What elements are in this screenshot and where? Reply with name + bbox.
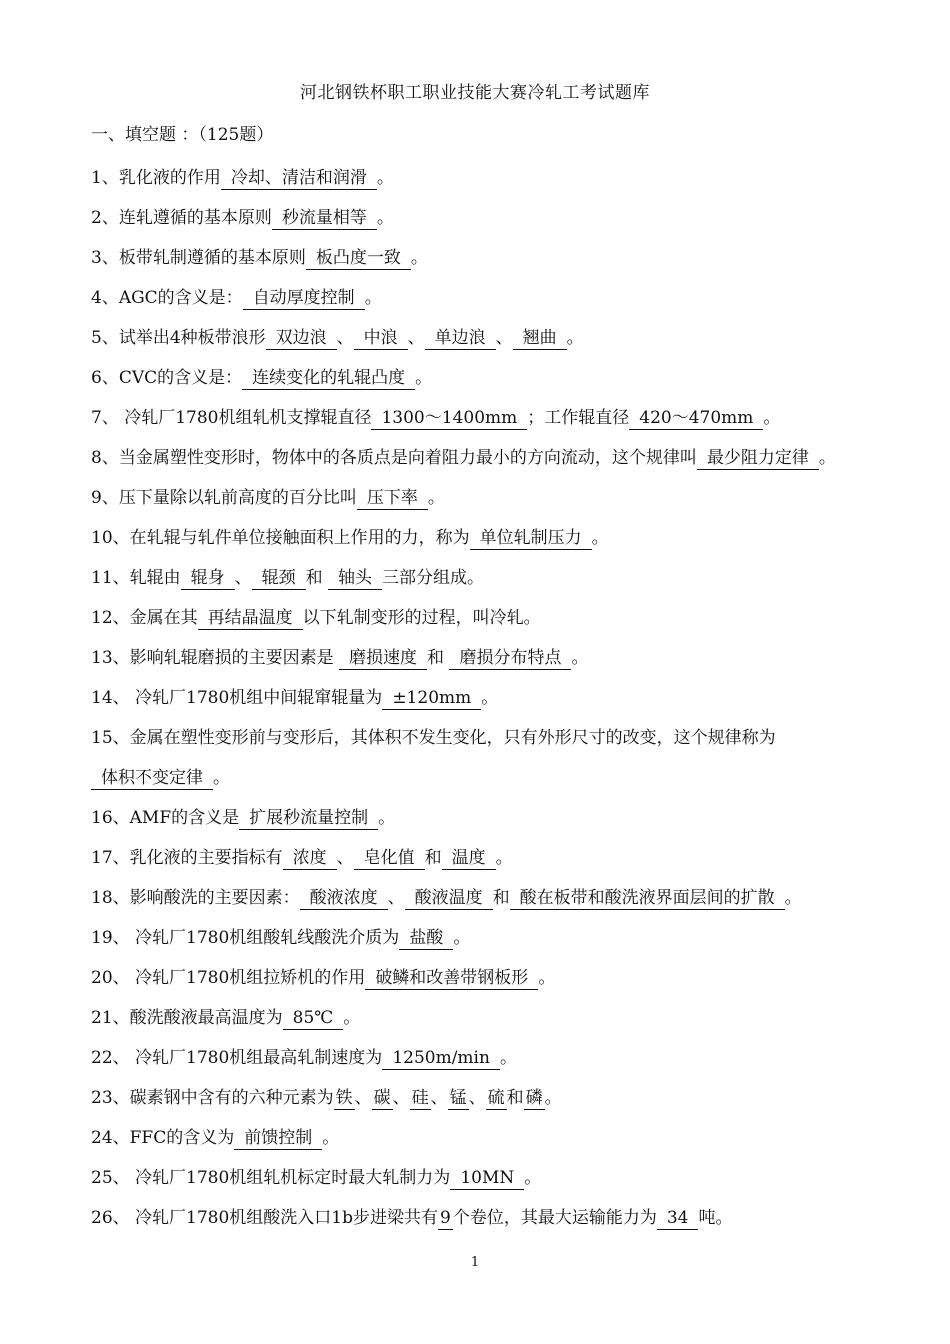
answer-blank: 破鳞和改善带钢板形 (365, 967, 538, 990)
question-text: 15、金属在塑性变形前与变形后，其体积不发生变化，只有外形尺寸的改变，这个规律称为 (91, 728, 776, 748)
question-text: 。 (427, 488, 445, 508)
question-item (91, 838, 891, 878)
answer-blank: 冷却、清洁和润滑 (221, 167, 377, 190)
answer-blank: 双边浪 (266, 327, 337, 350)
question-text: 1、乳化液的作用 (91, 168, 221, 188)
question-text: 、 (495, 328, 513, 348)
question-text: 20、 冷轧厂1780机组拉矫机的作用 (91, 968, 366, 988)
question-text: 11、轧辊由 (91, 568, 181, 588)
question-text: 26、 冷轧厂1780机组酸洗入口1b步进梁共有 (91, 1208, 438, 1228)
question-item (91, 918, 891, 958)
question-item (91, 558, 891, 598)
question-item (91, 238, 891, 278)
question-item (91, 638, 891, 678)
answer-blank: 再结晶温度 (198, 607, 303, 630)
question-text: 、 (354, 1088, 372, 1108)
question-item (91, 1158, 891, 1198)
answer-blank: 420～470mm (629, 407, 763, 430)
question-text: 和 (427, 648, 450, 668)
question-text: 18、影响酸洗的主要因素： (91, 888, 300, 908)
question-text: 。 (571, 648, 589, 668)
answer-blank: 浓度 (283, 847, 337, 870)
question-text: 17、乳化液的主要指标有 (91, 848, 283, 868)
answer-blank: 磷 (525, 1088, 543, 1108)
question-text: 吨。 (698, 1208, 733, 1228)
question-text: 14、 冷轧厂1780机组中间辊窜辊量为 (91, 688, 383, 708)
answer-blank: 自动厚度控制 (243, 287, 365, 310)
question-item (91, 358, 891, 398)
question-item (91, 478, 891, 518)
question-text: 。 (538, 968, 556, 988)
question-text: 。 (499, 1048, 517, 1068)
answer-blank: 锰 (449, 1088, 467, 1108)
question-text: 。 (524, 1168, 542, 1188)
answer-blank: 9 (440, 1208, 451, 1228)
question-text: 10、在轧辊与轧件单位接触面积上作用的力，称为 (91, 528, 470, 548)
question-text: 三部分组成。 (382, 568, 485, 588)
question-text: 12、金属在其 (91, 608, 198, 628)
question-text: 。 (495, 848, 513, 868)
question-text: 、 (392, 1088, 410, 1108)
question-item (91, 518, 891, 558)
question-item (91, 598, 891, 638)
question-text: 、 (407, 328, 425, 348)
answer-blank: 中浪 (354, 327, 408, 350)
question-text: 。 (376, 168, 394, 188)
question-text: 。 (376, 208, 394, 228)
question-text: 。 (410, 248, 428, 268)
question-item (91, 1038, 891, 1078)
question-text: 5、试举出4种板带浪形 (91, 328, 266, 348)
question-text: 。 (322, 1128, 340, 1148)
question-text: ；工作辊直径 (527, 408, 630, 428)
answer-blank: 辊颈 (252, 567, 306, 590)
answer-blank: 酸液温度 (405, 887, 493, 910)
question-text: 24、FFC的含义为 (91, 1128, 235, 1148)
answer-blank: 硫 (487, 1088, 505, 1108)
question-item (91, 278, 891, 318)
answer-blank: 单边浪 (425, 327, 496, 350)
question-text: 4、AGC的含义是： (91, 288, 243, 308)
question-list (91, 158, 891, 1238)
question-text: 、 (430, 1088, 448, 1108)
answer-blank: 酸液浓度 (300, 887, 388, 910)
question-item (91, 1118, 891, 1158)
answer-blank: 轴头 (328, 567, 382, 590)
question-text: 。 (784, 888, 802, 908)
answer-blank: 辊身 (181, 567, 235, 590)
question-text: 25、 冷轧厂1780机组轧机标定时最大轧制力为 (91, 1168, 451, 1188)
section-heading: 一、填空题 ：（125题） (91, 125, 274, 145)
question-item (91, 438, 891, 478)
question-item (91, 798, 891, 838)
question-text: 、 (336, 848, 354, 868)
answer-blank: 温度 (442, 847, 496, 870)
answer-blank: ±120mm (382, 687, 481, 710)
question-text: 22、 冷轧厂1780机组最高轧制速度为 (91, 1048, 383, 1068)
question-text: 。 (415, 368, 433, 388)
answer-blank: 1300～1400mm (371, 407, 527, 430)
question-item (91, 1078, 891, 1118)
question-item (91, 198, 891, 238)
question-text: 和 (424, 848, 442, 868)
question-text: 。 (763, 408, 781, 428)
answer-blank: 磨损分布特点 (449, 647, 571, 670)
answer-blank: 碳 (373, 1088, 391, 1108)
question-text: 以下轧制变形的过程，叫冷轧。 (302, 608, 541, 628)
question-text: 。 (343, 1008, 361, 1028)
answer-blank: 10MN (450, 1167, 524, 1190)
question-text: 和 (506, 1088, 524, 1108)
question-text: 、 (468, 1088, 486, 1108)
question-text: 、 (336, 328, 354, 348)
answer-blank: 磨损速度 (339, 647, 427, 670)
question-text: 、 (387, 888, 405, 908)
question-text: 和 (305, 568, 329, 588)
answer-blank: 34 (657, 1207, 699, 1230)
question-text: 和 (492, 888, 510, 908)
question-item (91, 158, 891, 198)
answer-blank: 秒流量相等 (272, 207, 377, 230)
document-title: 河北钢铁杯职工职业技能大赛冷轧工考试题库 (300, 83, 650, 103)
answer-blank: 1250m/min (382, 1047, 500, 1070)
answer-blank: 单位轧制压力 (470, 527, 592, 550)
question-text: 6、CVC的含义是： (91, 368, 243, 388)
question-text: 9、压下量除以轧前高度的百分比叫 (91, 488, 357, 508)
answer-blank: 压下率 (357, 487, 428, 510)
question-text: 。 (453, 928, 471, 948)
question-text: 8、当金属塑性变形时，物体中的各质点是向着阻力最小的方向流动，这个规律叫 (91, 448, 697, 468)
question-text: 19、 冷轧厂1780机组酸轧线酸洗介质为 (91, 928, 400, 948)
question-text: 。 (544, 1088, 562, 1108)
question-text: 。 (213, 768, 230, 788)
answer-blank: 连续变化的轧辊凸度 (242, 367, 415, 390)
answer-blank: 硅 (411, 1088, 429, 1108)
question-text: 21、酸洗酸液最高温度为 (91, 1008, 283, 1028)
answer-blank: 前馈控制 (234, 1127, 322, 1150)
question-text: 。 (364, 288, 382, 308)
question-text: 2、连轧遵循的基本原则 (91, 208, 272, 228)
question-text: 7、 冷轧厂1780机组轧机支撑辊直径 (91, 408, 372, 428)
question-item (91, 398, 891, 438)
question-text: 16、AMF的含义是 (91, 808, 240, 828)
question-item (91, 718, 891, 798)
answer-blank: 皂化值 (354, 847, 425, 870)
answer-blank: 酸在板带和酸洗液界面层间的扩散 (510, 887, 785, 910)
question-text: 。 (818, 448, 836, 468)
page-number: 1 (470, 1255, 480, 1270)
question-item (91, 878, 891, 918)
answer-blank: 体积不变定律 (91, 767, 213, 790)
question-text: 23、碳素钢中含有的六种元素为 (91, 1088, 334, 1108)
question-text: 。 (566, 328, 584, 348)
answer-blank: 85℃ (283, 1007, 344, 1030)
answer-blank: 盐酸 (399, 927, 453, 950)
question-text: 。 (591, 528, 609, 548)
answer-blank: 扩展秒流量控制 (239, 807, 378, 830)
question-text: 。 (378, 808, 396, 828)
question-text: 、 (234, 568, 252, 588)
answer-blank: 板凸度一致 (306, 247, 411, 270)
question-item (91, 998, 891, 1038)
question-item (91, 678, 891, 718)
question-text: 13、影响轧辊磨损的主要因素是 (91, 648, 340, 668)
question-text: 。 (481, 688, 499, 708)
answer-blank: 翘曲 (513, 327, 567, 350)
answer-blank: 最少阻力定律 (697, 447, 819, 470)
question-text: 3、板带轧制遵循的基本原则 (91, 248, 306, 268)
question-text: 个卷位，其最大运输能力为 (452, 1208, 657, 1228)
question-item (91, 958, 891, 998)
answer-blank: 铁 (335, 1088, 353, 1108)
question-item (91, 318, 891, 358)
question-item (91, 1198, 891, 1238)
